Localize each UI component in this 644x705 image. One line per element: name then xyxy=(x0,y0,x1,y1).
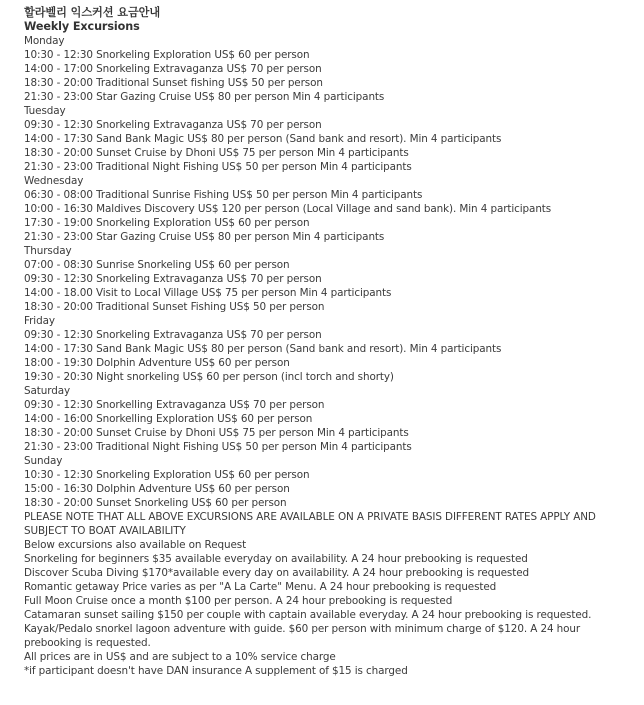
day-heading-monday: Monday xyxy=(24,35,65,47)
excursion-item: 19:30 - 20:30 Night snorkeling US$ 60 per person (incl torch and shorty) xyxy=(24,371,394,383)
excursion-item: 09:30 - 12:30 Snorkeling Extravaganza US$ 70 per person xyxy=(24,119,322,131)
note-line: Snorkeling for beginners $35 available everyday on availability. A 24 hour prebooking is requested xyxy=(24,553,528,565)
excursion-item: 18:30 - 20:00 Traditional Sunset Fishing US$ 50 per person xyxy=(24,301,325,313)
excursion-item: 14:00 - 16:00 Snorkelling Exploration US$ 60 per person xyxy=(24,413,313,425)
excursion-item: 15:00 - 16:30 Dolphin Adventure US$ 60 per person xyxy=(24,483,290,495)
note-line: Below excursions also available on Request xyxy=(24,539,247,551)
note-line: Romantic getaway Price varies as per "A La Carte" Menu. A 24 hour prebooking is requested xyxy=(24,581,497,593)
excursion-item: 14:00 - 18.00 Visit to Local Village US$ 75 per person Min 4 participants xyxy=(24,287,392,299)
excursion-item: 18:30 - 20:00 Traditional Sunset fishing US$ 50 per person xyxy=(24,77,323,89)
notes-section xyxy=(24,510,644,678)
excursion-item: 21:30 - 23:00 Star Gazing Cruise US$ 80 per person Min 4 participants xyxy=(24,231,385,243)
note-line: Catamaran sunset sailing $150 per couple with captain available everyday. A 24 hour prebooking is requested. xyxy=(24,609,592,621)
day-heading-wednesday: Wednesday xyxy=(24,175,84,187)
page-subtitle: Weekly Excursions xyxy=(24,20,140,33)
excursion-item: 21:30 - 23:00 Traditional Night Fishing US$ 50 per person Min 4 participants xyxy=(24,161,412,173)
day-heading-friday: Friday xyxy=(24,315,55,327)
excursion-item: 18:30 - 20:00 Sunset Snorkeling US$ 60 per person xyxy=(24,497,287,509)
day-heading-sunday: Sunday xyxy=(24,455,63,467)
excursion-item: 18:30 - 20:00 Sunset Cruise by Dhoni US$ 75 per person Min 4 participants xyxy=(24,147,409,159)
excursion-item: 14:00 - 17:30 Sand Bank Magic US$ 80 per person (Sand bank and resort). Min 4 participants xyxy=(24,133,502,145)
excursion-item: 09:30 - 12:30 Snorkeling Extravaganza US$ 70 per person xyxy=(24,329,322,341)
excursion-item: 10:30 - 12:30 Snorkeling Exploration US$ 60 per person xyxy=(24,49,310,61)
excursion-item: 06:30 - 08:00 Traditional Sunrise Fishing US$ 50 per person Min 4 participants xyxy=(24,189,423,201)
excursion-item: 18:30 - 20:00 Sunset Cruise by Dhoni US$ 75 per person Min 4 participants xyxy=(24,427,409,439)
excursion-item: 10:30 - 12:30 Snorkeling Exploration US$ 60 per person xyxy=(24,469,310,481)
excursion-item: 14:00 - 17:00 Snorkeling Extravaganza US$ 70 per person xyxy=(24,63,322,75)
day-heading-tuesday: Tuesday xyxy=(24,105,66,117)
excursion-item: 18:00 - 19:30 Dolphin Adventure US$ 60 per person xyxy=(24,357,290,369)
day-heading-thursday: Thursday xyxy=(24,245,72,257)
excursion-item: 21:30 - 23:00 Traditional Night Fishing US$ 50 per person Min 4 participants xyxy=(24,441,412,453)
note-line: Discover Scuba Diving $170*available every day on availability. A 24 hour prebooking is requested xyxy=(24,567,530,579)
excursion-item: 09:30 - 12:30 Snorkelling Extravaganza US$ 70 per person xyxy=(24,399,325,411)
excursion-item: 14:00 - 17:30 Sand Bank Magic US$ 80 per person (Sand bank and resort). Min 4 participants xyxy=(24,343,502,355)
excursion-item: 07:00 - 08:30 Sunrise Snorkeling US$ 60 per person xyxy=(24,259,290,271)
note-line: Kayak/Pedalo snorkel lagoon adventure with guide. $60 per person with minimum charge of $120. A 24 hour prebooking is requested. xyxy=(24,623,581,649)
page-title: 할라벨리 익스커션 요금안내 xyxy=(24,6,161,19)
excursion-item: 21:30 - 23:00 Star Gazing Cruise US$ 80 per person Min 4 participants xyxy=(24,91,385,103)
note-line: Full Moon Cruise once a month $100 per person. A 24 hour prebooking is requested xyxy=(24,595,453,607)
note-line: *if participant doesn't have DAN insurance A supplement of $15 is charged xyxy=(24,665,408,677)
day-heading-saturday: Saturday xyxy=(24,385,71,397)
excursion-item: 09:30 - 12:30 Snorkeling Extravaganza US$ 70 per person xyxy=(24,273,322,285)
excursion-item: 10:00 - 16:30 Maldives Discovery US$ 120 per person (Local Village and sand bank). Min 4 participants xyxy=(24,203,552,215)
excursion-item: 17:30 - 19:00 Snorkeling Exploration US$ 60 per person xyxy=(24,217,310,229)
weekly-schedule xyxy=(24,34,644,510)
note-line: PLEASE NOTE THAT ALL ABOVE EXCURSIONS ARE AVAILABLE ON A PRIVATE BASIS DIFFERENT RATES APPLY AND SUBJECT TO BOAT AVAILABILITY xyxy=(24,511,596,537)
note-line: All prices are in US$ and are subject to a 10% service charge xyxy=(24,651,336,663)
